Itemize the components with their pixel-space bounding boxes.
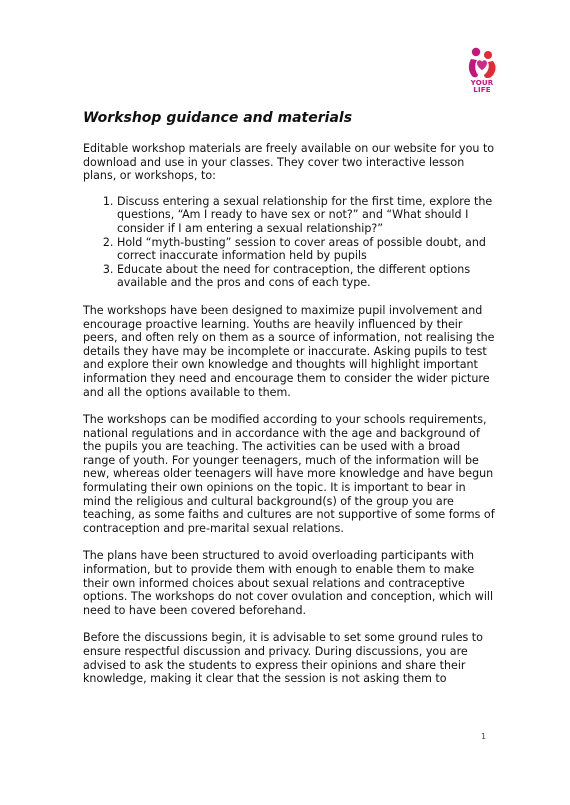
list-item: 1. Discuss entering a sexual relationship for the first time, explore the questions, “Am I ready to have sex or not?” and “What should I consider if I am entering a sexual relationship?” bbox=[117, 195, 495, 236]
your-life-logo bbox=[462, 46, 502, 102]
intro-paragraph: Editable workshop materials are freely available on our website for you to download and use in your classes. They cover two interactive lesson plans, or workshops, to: bbox=[83, 142, 495, 183]
logo-line-1: YOUR bbox=[470, 79, 494, 87]
paragraph: The plans have been structured to avoid overloading participants with information, but to provide them with enough to enable them to make their own informed choices about sexual relations and contraceptive options. The workshops do not cover ovulation and conception, which will need to have been covered beforehand. bbox=[83, 549, 494, 617]
paragraph: The workshops have been designed to maximize pupil involvement and encourage proactive learning. Youths are heavily influenced by their peers, and often rely on them as a source of information, not realising the details they have may be incomplete or inaccurate. Asking pupils to test and explore their own knowledge and thoughts will highlight important information they need and encourage them to consider the wider picture and all the options available to them. bbox=[83, 303, 495, 399]
logo-line-2: LIFE bbox=[473, 86, 491, 94]
page-title: Workshop guidance and materials bbox=[83, 110, 353, 126]
document-body bbox=[83, 110, 495, 686]
logo-text bbox=[462, 80, 502, 94]
paragraph: Before the discussions begin, it is advisable to set some ground rules to ensure respectful discussion and privacy. During discussions, you are advised to ask the students to express their opinions and share their knowledge, making it clear that the session is not asking them to bbox=[83, 631, 483, 686]
logo-figures-icon bbox=[462, 46, 502, 80]
list-item: 2. Hold “myth-busting” session to cover areas of possible doubt, and correct inaccurate information held by pupils bbox=[117, 236, 495, 263]
page-number: 1 bbox=[481, 732, 487, 741]
paragraph: The workshops can be modified according to your schools requirements, national regulations and in accordance with the age and background of the pupils you are teaching. The activities can be used with a broad range of youth. For younger teenagers, much of the information will be new, whereas older teenagers will have more knowledge and have begun formulating their own opinions on the topic. It is important to bear in mind the religious and cultural background(s) of the group you are teaching, as some faiths and cultures are not supportive of some forms of contraception and pre-marital sexual relations. bbox=[83, 413, 495, 535]
list-item: 3. Educate about the need for contraception, the different options available and the pros and cons of each type. bbox=[117, 263, 495, 290]
workshop-list bbox=[83, 195, 495, 290]
